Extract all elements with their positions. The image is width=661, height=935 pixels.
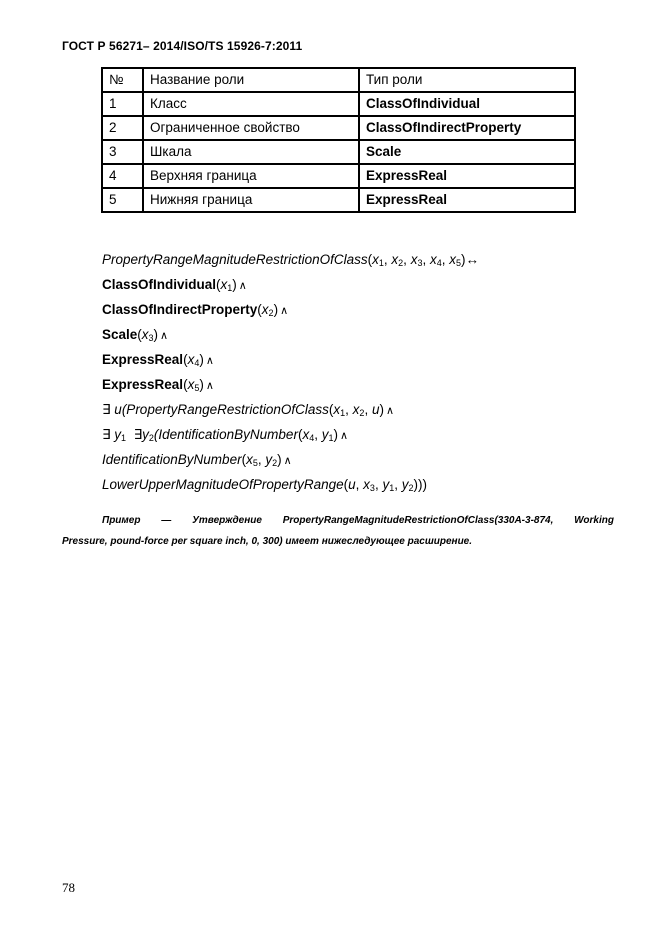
variable: x	[220, 277, 228, 292]
relation-name: (IdentificationByNumber	[153, 427, 298, 442]
formula-line-8	[102, 426, 348, 445]
formula-line-2	[102, 276, 247, 295]
variable: x	[449, 252, 456, 267]
paren: )	[199, 377, 204, 392]
variable: y	[265, 452, 273, 467]
subscript: 3	[148, 333, 154, 343]
subscript: 2	[408, 483, 414, 493]
subscript: 2	[148, 433, 154, 443]
and-symbol: ∧	[205, 380, 214, 392]
subscript: 1	[121, 433, 127, 443]
relation-name: (PropertyRangeRestrictionOfClass	[121, 402, 329, 417]
role-name: Нижняя граница	[143, 188, 359, 212]
paren: )	[232, 277, 237, 292]
role-type: ClassOfIndirectProperty	[359, 116, 575, 140]
subscript: 2	[359, 408, 365, 418]
paren: )	[461, 252, 466, 267]
role-name: Шкала	[143, 140, 359, 164]
and-symbol: ∧	[385, 405, 395, 417]
paren: (	[137, 327, 142, 342]
separator: ,	[257, 452, 266, 467]
and-symbol: ∧	[160, 330, 169, 342]
example-line-2: Pressure, pound-force per square inch, 0, 300) имеет нижеследующее расширение.	[62, 536, 473, 547]
subscript: 5	[194, 383, 200, 393]
variable: y	[401, 477, 409, 492]
separator: ,	[441, 252, 450, 267]
variable: x	[372, 252, 379, 267]
formula-line-3	[102, 301, 288, 320]
paren: )	[277, 452, 282, 467]
subscript: 4	[436, 258, 442, 268]
role-name: Класс	[143, 92, 359, 116]
table-row	[102, 116, 575, 140]
variable: x	[391, 252, 399, 267]
variable: x	[187, 352, 195, 367]
and-symbol: ∧	[340, 430, 349, 442]
column-header-number: №	[102, 68, 143, 92]
role-type: ExpressReal	[359, 164, 575, 188]
paren: (	[328, 402, 334, 417]
document-header: ГОСТ Р 56271– 2014/ISO/TS 15926-7:2011	[62, 39, 303, 53]
variable: x	[352, 402, 360, 417]
exists-symbol: ∃	[133, 427, 143, 442]
separator: ,	[403, 252, 411, 267]
relation-name: Scale	[102, 327, 138, 342]
variable: x	[261, 302, 269, 317]
variable: x	[246, 452, 253, 467]
relation-name: ExpressReal	[102, 352, 184, 367]
and-symbol: ∧	[238, 280, 247, 292]
formula-line-6	[102, 376, 214, 395]
variable: y	[382, 477, 390, 492]
separator: ,	[314, 427, 322, 442]
paren: (	[297, 427, 303, 442]
separator: ,	[374, 477, 383, 492]
table-row	[102, 92, 575, 116]
paren: (	[183, 352, 188, 367]
separator: ,	[364, 402, 372, 417]
separator: ,	[422, 252, 430, 267]
subscript: 4	[309, 433, 315, 443]
paren: )	[199, 352, 204, 367]
variable: x	[141, 327, 149, 342]
paren: (	[367, 252, 373, 267]
separator: ,	[345, 402, 353, 417]
separator: ,	[355, 477, 364, 492]
variable: x	[363, 477, 370, 492]
variable: x	[410, 252, 418, 267]
example-word: Working	[574, 515, 614, 526]
relation-name: LowerUpperMagnitudeOfPropertyRange	[102, 477, 344, 492]
paren: (	[257, 302, 262, 317]
relation-name: IdentificationByNumber	[102, 452, 242, 467]
role-type: ExpressReal	[359, 188, 575, 212]
paren: (	[343, 477, 349, 492]
variable: u	[371, 402, 380, 417]
variable: y	[114, 427, 122, 442]
relation-name: ClassOfIndividual	[102, 277, 217, 292]
formula-line-5	[102, 351, 214, 370]
formula-line-10	[102, 476, 427, 494]
paren: )	[153, 327, 159, 342]
page-number: 78	[62, 880, 75, 895]
subscript: 2	[272, 458, 278, 468]
table-row	[102, 188, 575, 212]
paren: (	[183, 377, 188, 392]
variable: x	[429, 252, 437, 267]
subscript: 3	[417, 258, 423, 268]
table-header-row	[102, 68, 575, 92]
variable: u	[348, 477, 356, 492]
variable: x	[187, 377, 195, 392]
row-number: 3	[102, 140, 143, 164]
subscript: 1	[378, 258, 384, 268]
subscript: 4	[194, 358, 200, 368]
formula-line-4	[102, 326, 168, 345]
row-number: 2	[102, 116, 143, 140]
role-name: Верхняя граница	[143, 164, 359, 188]
paren: )	[273, 302, 279, 317]
example-word: —	[161, 515, 172, 526]
column-header-role-type: Тип роли	[359, 68, 575, 92]
subscript: 5	[456, 258, 462, 268]
subscript: 2	[268, 308, 274, 318]
variable: u	[114, 402, 122, 417]
variable: x	[333, 402, 341, 417]
subscript: 3	[369, 483, 375, 493]
subscript: 2	[398, 258, 404, 268]
example-word: Утверждение	[192, 515, 262, 526]
paren: )	[333, 427, 338, 442]
subscript: 1	[328, 433, 334, 443]
roles-table	[101, 67, 576, 213]
table-row	[102, 164, 575, 188]
role-type: Scale	[359, 140, 575, 164]
subscript: 1	[389, 483, 395, 493]
variable: y	[321, 427, 329, 442]
table-row	[102, 140, 575, 164]
separator: ,	[394, 477, 402, 492]
row-number: 5	[102, 188, 143, 212]
row-number: 4	[102, 164, 143, 188]
row-number: 1	[102, 92, 143, 116]
paren: )	[379, 402, 384, 417]
relation-name: PropertyRangeMagnitudeRestrictionOfClass	[102, 252, 368, 267]
example-word: PropertyRangeMagnitudeRestrictionOfClass(330A-3-874,	[282, 515, 554, 526]
and-symbol: ∧	[280, 305, 289, 317]
column-header-role-name: Название роли	[143, 68, 359, 92]
exists-symbol: ∃	[102, 427, 111, 442]
formula-line-9	[102, 451, 292, 470]
and-symbol: ∧	[205, 355, 214, 367]
example-word: Пример	[102, 515, 141, 526]
subscript: 5	[252, 458, 258, 468]
variable: y	[142, 427, 149, 442]
formula-line-7	[102, 401, 394, 420]
formula-line-1	[102, 251, 479, 269]
role-type: ClassOfIndividual	[359, 92, 575, 116]
subscript: 1	[227, 283, 233, 293]
paren: (	[216, 277, 221, 292]
and-symbol: ∧	[283, 455, 292, 467]
separator: ,	[383, 252, 392, 267]
paren: (	[241, 452, 247, 467]
relation-name: ExpressReal	[102, 377, 184, 392]
subscript: 1	[340, 408, 346, 418]
paren: )))	[413, 477, 427, 492]
exists-symbol: ∃	[102, 402, 111, 417]
role-name: Ограниченное свойство	[143, 116, 359, 140]
equivalence-symbol: ↔	[465, 252, 480, 267]
example-line-1	[102, 515, 614, 526]
relation-name: ClassOfIndirectProperty	[102, 302, 258, 317]
variable: x	[302, 427, 310, 442]
